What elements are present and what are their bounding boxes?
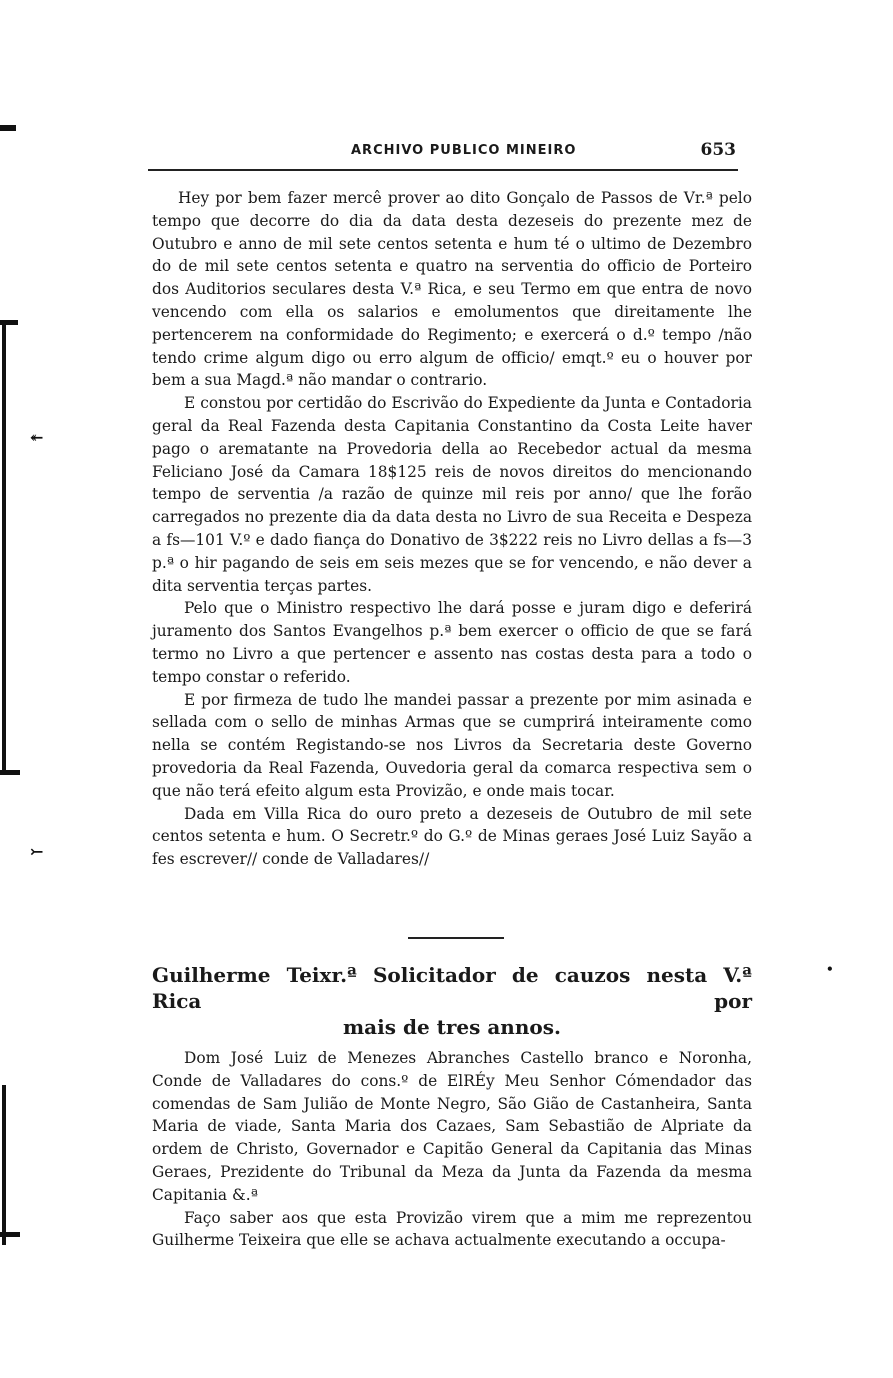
header-rule bbox=[148, 169, 738, 171]
section-heading-line: mais de tres annos. bbox=[343, 1015, 561, 1039]
margin-annotation: • bbox=[826, 962, 834, 976]
running-title: ARCHIVO PUBLICO MINEIRO bbox=[351, 143, 577, 158]
margin-annotation: ↞ bbox=[30, 428, 44, 447]
binding-mark bbox=[0, 770, 20, 775]
binding-line bbox=[2, 320, 6, 772]
paragraph: Dada em Villa Rica do ouro preto a dezeseis de Outubro de mil sete centos setenta e hum. O Secretr.º do G.º de Minas geraes José Luiz Sayão a fes escrever// conde de Valladares// bbox=[152, 804, 752, 869]
paragraph: Faço saber aos que esta Provizão virem que a mim me reprezentou Guilherme Teixeira que elle se achava actualmente executando a occupa- bbox=[152, 1208, 752, 1250]
body-text-block bbox=[152, 187, 752, 871]
paragraph: Hey por bem fazer mercê prover ao dito Gonçalo de Passos de Vr.ª pelo tempo que decorre do dia da data desta dezeseis do prezente mez de Outubro e anno de mil sete centos setenta e hum té o ultimo de Dezembro do de mil sete centos setenta e quatro na serventia do officio de Porteiro dos Auditorios seculares desta V.ª Rica, e seu Termo em que entra de novo vencendo com ella os salarios e emolumentos que direitamente lhe pertencerem na conformidade do Regimento; e exercerá o d.º tempo /não tendo crime algum digo ou erro algum de officio/ emqt.º eu o houver por bem a sua Magd.ª não mandar o contrario. bbox=[152, 189, 752, 390]
running-header bbox=[148, 140, 738, 168]
paragraph: E por firmeza de tudo lhe mandei passar a prezente por mim asinada e sellada com o sello de minhas Armas que se cumprirá inteiramente como nella se contém Registando-se nos Livros da Secretaria deste Governo provedoria da Real Fazenda, Ouvedoria geral da comarca respectiva sem o que não terá efeito algum esta Provizão, e onde mais tocar. bbox=[152, 690, 752, 800]
page-number: 653 bbox=[700, 140, 736, 160]
section-heading-line: Guilherme Teixr.ª Solicitador de cauzos nesta V.ª Rica por bbox=[152, 963, 752, 1013]
margin-annotation: ⤚ bbox=[30, 842, 44, 861]
binding-mark bbox=[0, 125, 16, 131]
binding-mark bbox=[0, 1232, 20, 1237]
binding-line bbox=[2, 1085, 6, 1245]
body-text-block bbox=[152, 1047, 752, 1252]
section-heading bbox=[152, 962, 752, 1040]
binding-mark bbox=[0, 320, 18, 325]
section-divider bbox=[408, 937, 504, 939]
paragraph: E constou por certidão do Escrivão do Expediente da Junta e Contadoria geral da Real Fazenda desta Capitania Constantino da Costa Leite haver pago o arematante na Provedoria della ao Recebedor actual da mesma Feliciano José da Camara 18$125 reis de novos direitos do mencionando tempo de serventia /a razão de quinze mil reis por anno/ que lhe forão carregados no prezente dia da data desta no Livro de sua Receita e Despeza a fs—101 V.º e dado fiança do Donativo de 3$222 reis no Livro dellas a fs—3 p.ª o hir pagando de seis em seis mezes que se for vencendo, e não dever a dita serventia terças partes. bbox=[152, 394, 752, 595]
paragraph: Pelo que o Ministro respectivo lhe dará posse e juram digo e deferirá juramento dos Santos Evangelhos p.ª bem exercer o officio de que se fará termo no Livro a que pertencer e assento nas costas desta para a todo o tempo constar o referido. bbox=[152, 599, 752, 686]
paragraph: Dom José Luiz de Menezes Abranches Castello branco e Noronha, Conde de Valladares do cons.º de ElRÉy Meu Senhor Cómendador das comendas de Sam Julião de Monte Negro, São Gião de Castanheira, Santa Maria de viade, Santa Maria dos Cazaes, Sam Sebastião de Alpriate da ordem de Christo, Governador e Capitão General da Capitania das Minas Geraes, Prezidente do Tribunal da Meza da Junta da Fazenda da mesma Capitania &.ª bbox=[152, 1049, 752, 1204]
